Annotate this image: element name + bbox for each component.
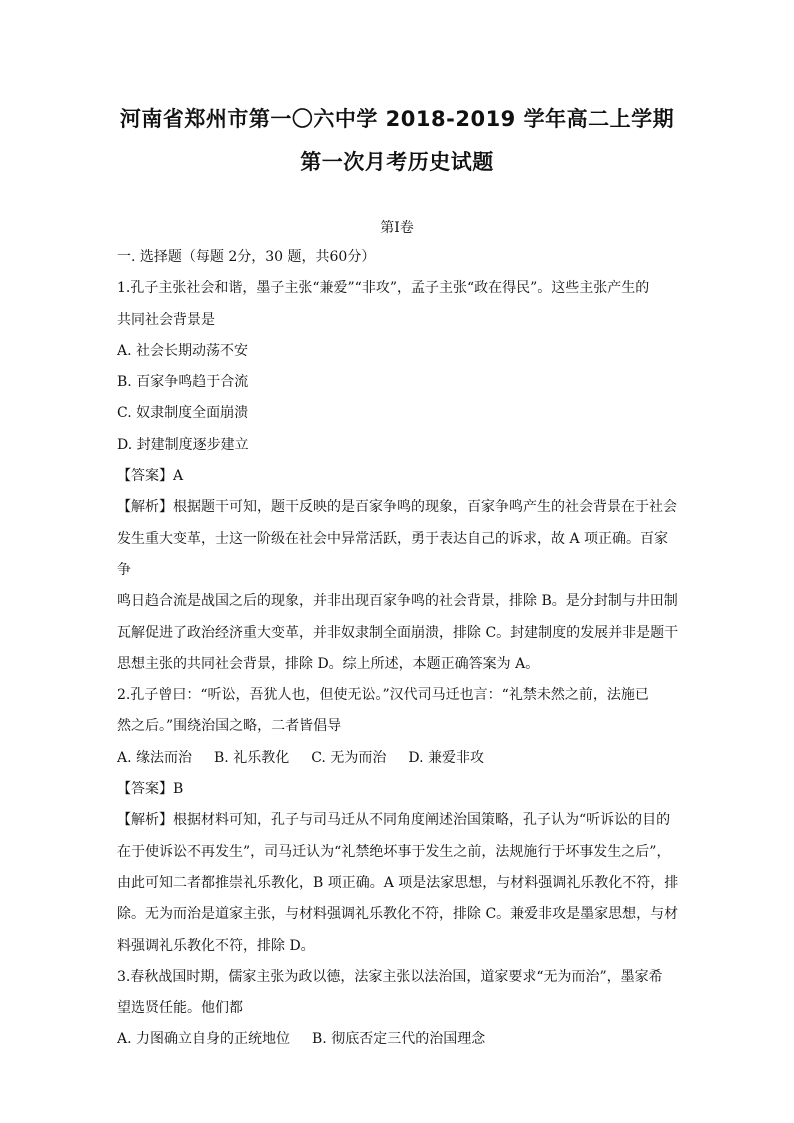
part-heading: 一. 选择题（每题 2分，30 题，共60分） — [117, 249, 376, 265]
exam-content — [117, 242, 679, 1056]
q2-analysis-line-4: 除。无为而治是道家主张，与材料强调礼乐教化不符，排除 C。兼爱非攻是墨家思想，与材 — [117, 906, 679, 923]
q1-analysis-line-1: 【解析】根据题干可知，题干反映的是百家争鸣的现象，百家争鸣产生的社会背景在于社会 — [117, 499, 677, 516]
q2-option-b: B. 礼乐教化 — [214, 749, 290, 766]
q2-analysis-line-5: 料强调礼乐教化不符，排除 D。 — [117, 937, 315, 954]
q2-stem-line-1: 2.孔子曾曰：“听讼，吾犹人也，但使无讼。”汉代司马迁也言：“礼禁未然之前，法施已 — [117, 687, 649, 704]
q2-option-a: A. 缘法而治 — [117, 749, 193, 766]
q3-stem-line-2: 望选贤任能。他们都 — [117, 1000, 243, 1017]
q3-options — [117, 1024, 679, 1055]
q1-answer: 【答案】A — [117, 468, 184, 485]
q1-option-c: C. 奴隶制度全面崩溃 — [117, 405, 249, 422]
q1-analysis-line-3: 鸣日趋合流是战国之后的现象，并非出现百家争鸣的社会背景，排除 B。是分封制与井田制 — [117, 593, 678, 610]
q2-analysis-line-3: 由此可知二者都推崇礼乐教化，B 项正确。A 项是法家思想，与材料强调礼乐教化不符，排 — [117, 874, 679, 891]
q1-stem-line-1: 1.孔子主张社会和谐，墨子主张“兼爱”“非攻”，孟子主张“政在得民”。这些主张产生的 — [117, 280, 650, 297]
q1-option-b: B. 百家争鸣趋于合流 — [117, 374, 249, 391]
q2-answer: 【答案】B — [117, 781, 184, 798]
q3-stem-line-1: 3.春秋战国时期，儒家主张为政以德，法家主张以法治国，道家要求“无为而治”，墨家希 — [117, 968, 663, 985]
q1-analysis-line-4: 瓦解促进了政治经济重大变革，并非奴隶制全面崩溃，排除 C。封建制度的发展并非是题干 — [117, 624, 679, 641]
q2-options — [117, 743, 679, 774]
q2-option-d: D. 兼爱非攻 — [408, 749, 484, 766]
q1-analysis-line-5: 思想主张的共同社会背景，排除 D。综上所述，本题正确答案为 A。 — [117, 655, 540, 672]
q2-option-c: C. 无为而治 — [311, 749, 387, 766]
exam-title-line-2: 第一次月考历史试题 — [300, 150, 494, 174]
q3-option-b: B. 彻底否定三代的治国理念 — [312, 1031, 486, 1048]
q3-option-a: A. 力图确立自身的正统地位 — [117, 1031, 291, 1048]
q1-stem-line-2: 共同社会背景是 — [117, 311, 215, 328]
q2-analysis-line-1: 【解析】根据材料可知，孔子与司马迁从不同角度阐述治国策略，孔子认为“听诉讼的目的 — [117, 812, 671, 829]
q2-analysis-line-2: 在于使诉讼不再发生”，司马迁认为“礼禁绝坏事于发生之前，法规施行于坏事发生之后”， — [117, 843, 671, 860]
q1-option-d: D. 封建制度逐步建立 — [117, 436, 249, 453]
q1-analysis-line-2: 发生重大变革，士这一阶级在社会中异常活跃，勇于表达自己的诉求，故 A 项正确。百家争 — [117, 530, 669, 578]
q1-option-a: A. 社会长期动荡不安 — [117, 342, 249, 359]
section-label: 第Ⅰ卷 — [380, 220, 414, 236]
exam-title-line-1: 河南省郑州市第一〇六中学 2018-2019 学年高二上学期 — [119, 107, 675, 131]
q2-stem-line-2: 然之后。”围绕治国之略，二者皆倡导 — [117, 718, 342, 735]
